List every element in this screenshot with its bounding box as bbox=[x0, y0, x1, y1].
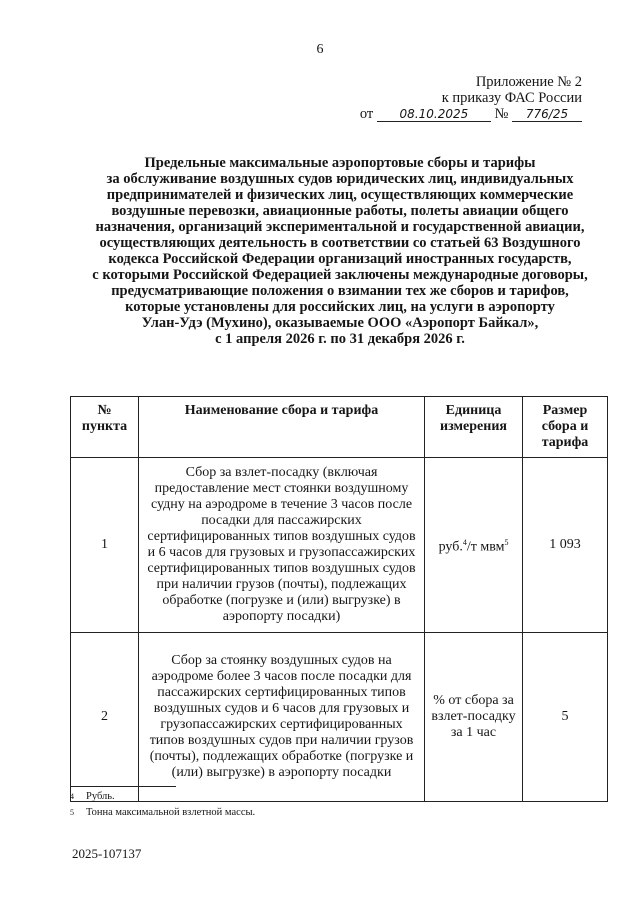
page-number: 6 bbox=[316, 42, 324, 57]
title-line: предусматривающие положения о взимании тех же сборов и тарифов, bbox=[111, 283, 569, 299]
cell-item-number: 2 bbox=[71, 633, 139, 802]
table-row bbox=[71, 633, 608, 802]
appendix-order-ref: к приказу ФАС России bbox=[441, 90, 582, 106]
cell-fee-size: 1 093 bbox=[523, 458, 608, 633]
unit-text: руб. bbox=[438, 539, 463, 555]
cell-fee-description: Сбор за взлет-посадку (включая предоставление мест стоянки воздушному судну на аэродроме в течение 3 часов после посадки для пассажирских сертифицированных типов воздушных судов и 6 часов для грузовых и грузопассажирских сертифицированных типов воздушных судов при наличии грузов (почты), подлежащих обработке (погрузке и (или) выгрузке) в аэропорту посадки) bbox=[139, 458, 425, 633]
appendix-header bbox=[360, 74, 582, 122]
footnote-item bbox=[70, 805, 255, 821]
cell-unit bbox=[425, 458, 523, 633]
fees-table bbox=[70, 396, 608, 802]
number-label: № bbox=[494, 106, 509, 122]
title-line: предпринимателей и физических лиц, осуществляющих коммерческие bbox=[106, 187, 574, 203]
from-label: от bbox=[359, 106, 374, 122]
footnote-divider bbox=[70, 786, 176, 787]
title-line: назначения, организаций экспериментальной и государственной авиации, bbox=[95, 219, 585, 235]
cell-fee-description: Сбор за стоянку воздушных судов на аэродроме более 3 часов после посадки для пассажирских сертифицированных типов воздушных судов и 6 часов для грузовых и грузопассажирских сертифицированных типов воздушных судов при наличии грузов (почты), подлежащих обработке (погрузке и (или) выгрузке) в аэропорту посадки bbox=[139, 633, 425, 802]
unit-text: /т мвм bbox=[466, 539, 505, 555]
header-unit: Единица измерения bbox=[425, 397, 523, 458]
table-header-row bbox=[71, 397, 608, 458]
title-line: с 1 апреля 2026 г. по 31 декабря 2026 г. bbox=[215, 331, 465, 347]
footnotes bbox=[70, 789, 255, 821]
appendix-title: Приложение № 2 bbox=[475, 74, 582, 90]
footnote-mark: 4 bbox=[70, 792, 74, 801]
header-item-number: № пункта bbox=[71, 397, 139, 458]
footnote-text: Тонна максимальной взлетной массы. bbox=[86, 807, 256, 818]
document-id: 2025-107137 bbox=[72, 846, 142, 861]
title-line: Предельные максимальные аэропортовые сборы и тарифы bbox=[144, 155, 536, 171]
title-line: осуществляющих деятельность в соответствии со статьей 63 Воздушного bbox=[99, 235, 581, 251]
cell-fee-size: 5 bbox=[523, 633, 608, 802]
footnote-ref: 5 bbox=[504, 537, 509, 547]
title-line: которые установлены для российских лиц, на услуги в аэропорту bbox=[125, 299, 555, 315]
footnote-mark: 5 bbox=[70, 808, 74, 817]
cell-unit: % от сбора за взлет-посадку за 1 час bbox=[425, 633, 523, 802]
cell-item-number: 1 bbox=[71, 458, 139, 633]
title-line: кодекса Российской Федерации организаций иностранных государств, bbox=[108, 251, 572, 267]
document-title bbox=[80, 155, 600, 347]
title-line: Улан-Удэ (Мухино), оказываемые ООО «Аэропорт Байкал», bbox=[141, 315, 539, 331]
title-line: за обслуживание воздушных судов юридических лиц, индивидуальных bbox=[106, 171, 574, 187]
title-line: с которыми Российской Федерацией заключены международные договоры, bbox=[92, 267, 588, 283]
handwritten-date: 08.10.2025 bbox=[377, 107, 491, 122]
order-date-number-line bbox=[360, 106, 582, 122]
footnote-text: Рубль. bbox=[86, 791, 115, 802]
footnote-item bbox=[70, 789, 255, 805]
header-fee-name: Наименование сбора и тарифа bbox=[139, 397, 425, 458]
table-row bbox=[71, 458, 608, 633]
footnote-ref: 4 bbox=[462, 537, 467, 547]
header-fee-size: Размер сбора и тарифа bbox=[523, 397, 608, 458]
handwritten-order-number: 776/25 bbox=[512, 107, 582, 122]
title-line: воздушные перевозки, авиационные работы, полеты авиации общего bbox=[111, 203, 569, 219]
